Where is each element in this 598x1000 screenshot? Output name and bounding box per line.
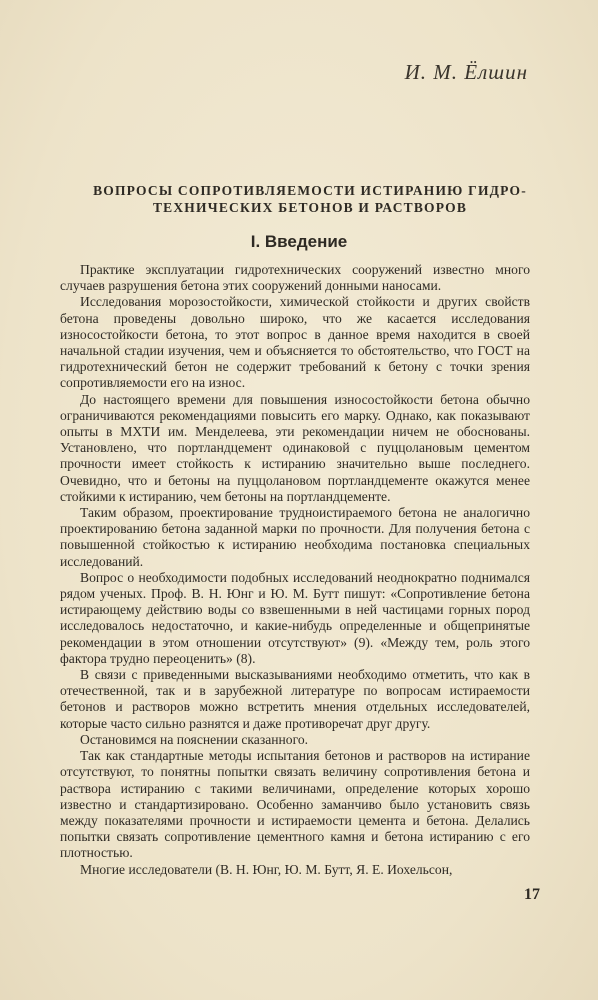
author-name: И. М. Ёлшин: [404, 60, 528, 84]
paragraph: Так как стандартные методы испытания бетонов и растворов на истирание отсутствуют, то понятны попытки связать величину сопротивления бетона и раствора истиранию с такими величинами, определение которых хорошо известно и стандартизировано. Особенно заманчиво было установить связь между показателями прочности и истираемости цемента и бетона. Делались попытки связать сопротивление цементного камня и бетона истиранию с его плотностью.: [60, 748, 530, 861]
title-line: ВОПРОСЫ СОПРОТИВЛЯЕМОСТИ ИСТИРАНИЮ ГИДРО-: [93, 183, 527, 198]
section-heading: I. Введение: [250, 232, 348, 251]
paragraph: Таким образом, проектирование трудноистираемого бетона не аналогично проектированию бетона заданной марки по прочности. Для получения бетона с повышенной стойкостью к истиранию необходима постановка специальных исследований.: [60, 505, 530, 569]
article-title: [90, 182, 530, 216]
paragraph: В связи с приведенными высказываниями необходимо отметить, что как в отечественной, так и в зарубежной литературе по вопросам истираемости бетонов и растворов можно встретить мнения отдельных исследователей, которые часто сильно разнятся и даже противоречат друг другу.: [60, 667, 530, 731]
paragraph: До настоящего времени для повышения износостойкости бетона обычно ограничиваются рекомендациями повысить его марку. Однако, как показывают опыты в МХТИ им. Менделеева, эти рекомендации ничем не обоснованы. Установлено, что портландцемент одинаковой с пуццолановым цементом прочности имеет стойкость к истиранию значительно выше последнего. Очевидно, что и бетоны на пуццолановом портландцементе окажутся менее стойкими к истиранию, чем бетоны на портландцементе.: [60, 391, 530, 504]
paragraph: Вопрос о необходимости подобных исследований неоднократно поднимался рядом ученых. Проф. В. Н. Юнг и Ю. М. Бутт пишут: «Сопротивление бетона истирающему действию воды со взвешенными в ней частицами горных пород исследовалось недостаточно, и какие-нибудь определенные и общепринятые рекомендации в этом отношении отсутствуют» (9). «Между тем, роль этого фактора трудно переоценить» (8).: [60, 569, 530, 666]
paragraph: Практике эксплуатации гидротехнических сооружений известно много случаев разрушения бетона этих сооружений донными наносами.: [60, 262, 530, 294]
paragraph: Многие исследователи (В. Н. Юнг, Ю. М. Бутт, Я. Е. Иохельсон,: [80, 861, 453, 877]
paragraph: Остановимся на пояснении сказанного.: [80, 731, 309, 747]
paragraph: Исследования морозостойкости, химической стойкости и других свойств бетона проведены довольно широко, что же касается исследования износостойкости бетона, то этот вопрос в данное время находится в своей начальной стадии изучения, чем и объясняется то обстоятельство, что ГОСТ на гидротехнический бетон не содержит требований к бетону с точки зрения сопротивляемости его на износ.: [60, 294, 530, 391]
article-body: [60, 262, 530, 878]
title-line: ТЕХНИЧЕСКИХ БЕТОНОВ И РАСТВОРОВ: [152, 200, 468, 215]
page-number: 17: [524, 886, 540, 903]
